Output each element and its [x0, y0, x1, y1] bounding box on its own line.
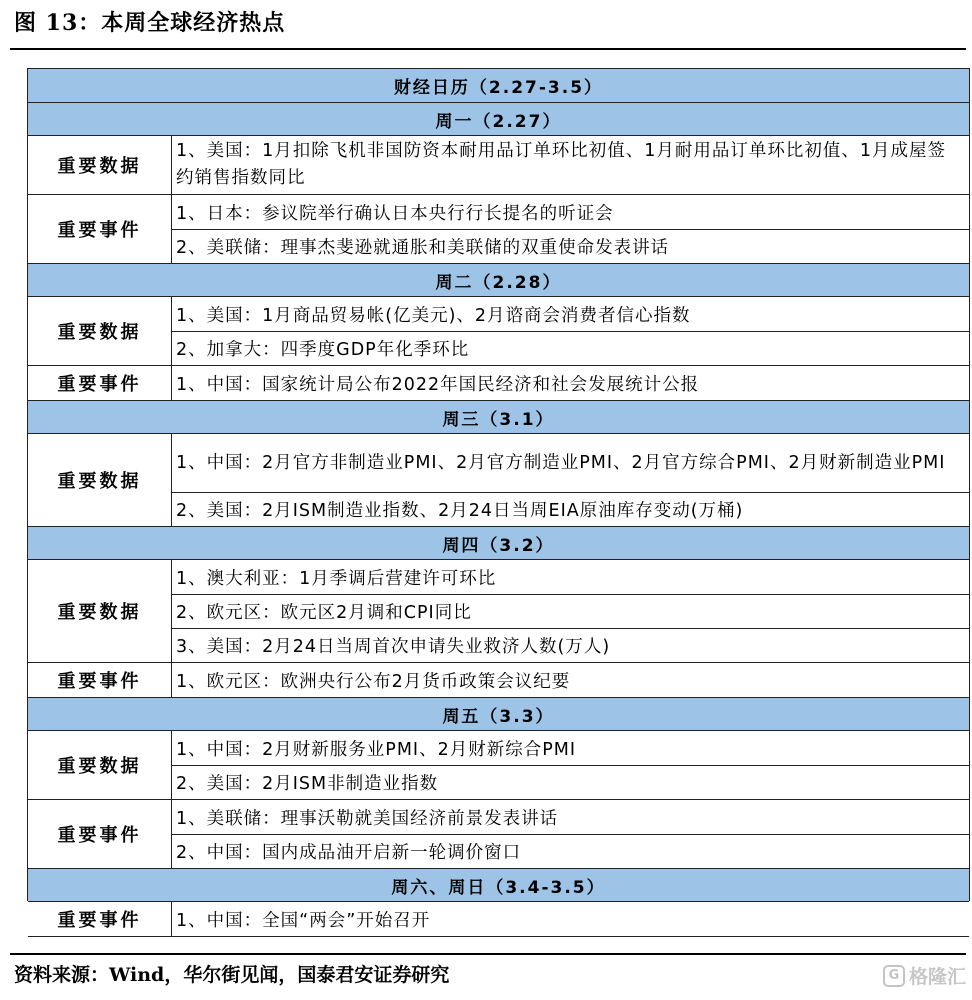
category-label: 重要事件 [28, 366, 172, 400]
category-label: 重要事件 [28, 195, 172, 263]
calendar-item: 3、美国：2月24日当周首次申请失业救济人数(万人) [172, 628, 969, 662]
figure-title: 图 13：本周全球经济热点 [14, 10, 286, 36]
calendar-item: 1、澳大利亚：1月季调后营建许可环比 [176, 568, 497, 589]
category-group [28, 434, 969, 527]
calendar-item: 1、中国：2月财新服务业PMI、2月财新综合PMI [176, 739, 577, 760]
day-header: 周四（3.2） [28, 527, 969, 560]
calendar-item: 2、加拿大：四季度GDP年化季环比 [172, 331, 969, 365]
calendar-item: 1、日本：参议院举行确认日本央行行长提名的听证会 [176, 203, 614, 224]
calendar-item: 1、中国：2月官方非制造业PMI、2月官方制造业PMI、2月官方综合PMI、2月财新制造业PMI [176, 452, 946, 473]
day-header: 周三（3.1） [28, 401, 969, 434]
day-header: 周五（3.3） [28, 698, 969, 731]
category-group [28, 297, 969, 366]
category-group [28, 800, 969, 869]
financial-calendar-table [27, 68, 970, 931]
calendar-item: 1、欧元区：欧洲央行公布2月货币政策会议纪要 [176, 671, 571, 692]
calendar-item: 1、中国：全国“两会”开始召开 [176, 910, 431, 931]
top-rule [10, 48, 966, 50]
category-label: 重要数据 [28, 434, 172, 526]
day-header: 周一（2.27） [28, 103, 969, 136]
calendar-item: 2、美联储：理事杰斐逊就通胀和美联储的双重使命发表讲话 [172, 229, 969, 263]
calendar-item: 2、中国：国内成品油开启新一轮调价窗口 [172, 834, 969, 868]
calendar-item: 1、美国：1月扣除飞机非国防资本耐用品订单环比初值、1月耐用品订单环比初值、1月成屋签约销售指数同比 [176, 141, 947, 188]
category-label: 重要数据 [28, 297, 172, 365]
category-group [28, 902, 969, 937]
category-group [28, 663, 969, 698]
category-label: 重要事件 [28, 663, 172, 697]
calendar-item: 1、美联储：理事沃勒就美国经济前景发表讲话 [176, 808, 559, 829]
table-header: 财经日历（2.27-3.5） [28, 69, 969, 103]
category-group [28, 195, 969, 264]
category-group [28, 136, 969, 195]
category-label: 重要事件 [28, 902, 172, 936]
bottom-rule [10, 953, 966, 955]
calendar-item: 2、欧元区：欧元区2月调和CPI同比 [172, 594, 969, 628]
category-group [28, 560, 969, 663]
day-header: 周二（2.28） [28, 264, 969, 297]
watermark-text: 格隆汇 [908, 966, 966, 988]
source-note: 资料来源：Wind，华尔街见闻，国泰君安证券研究 [14, 964, 450, 986]
category-label: 重要数据 [28, 731, 172, 799]
watermark-logo-icon: G [883, 965, 905, 987]
category-group [28, 731, 969, 800]
watermark [883, 962, 966, 989]
category-label: 重要事件 [28, 800, 172, 868]
day-header: 周六、周日（3.4-3.5） [28, 869, 969, 902]
calendar-item: 1、中国：国家统计局公布2022年国民经济和社会发展统计公报 [176, 374, 700, 395]
calendar-item: 2、美国：2月ISM制造业指数、2月24日当周EIA原油库存变动(万桶) [172, 492, 969, 526]
category-label: 重要数据 [28, 136, 172, 194]
category-group [28, 366, 969, 401]
calendar-item: 2、美国：2月ISM非制造业指数 [172, 765, 969, 799]
calendar-item: 1、美国：1月商品贸易帐(亿美元)、2月谘商会消费者信心指数 [176, 305, 691, 326]
category-label: 重要数据 [28, 560, 172, 662]
